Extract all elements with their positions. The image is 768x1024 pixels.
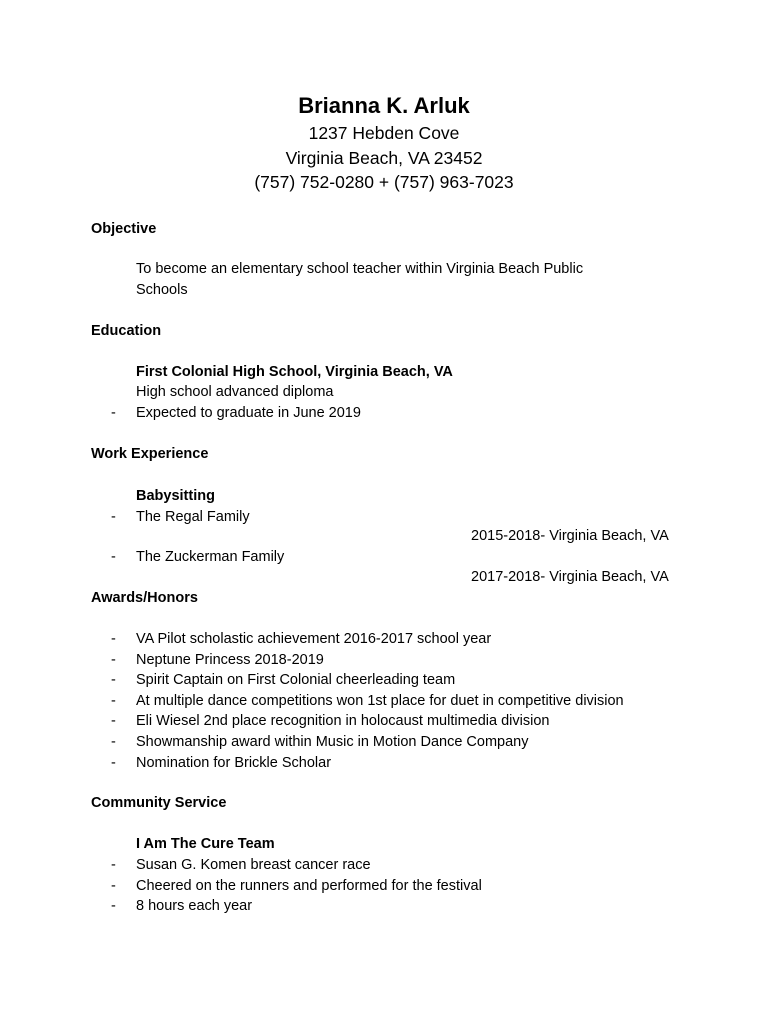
job-detail: 2017-2018- Virginia Beach, VA bbox=[471, 569, 669, 585]
work-heading: Work Experience bbox=[91, 446, 209, 462]
bullet-dash: - bbox=[111, 693, 116, 709]
bullet-dash: - bbox=[111, 652, 116, 668]
community-heading: Community Service bbox=[91, 795, 227, 811]
community-team: I Am The Cure Team bbox=[136, 836, 275, 852]
bullet-dash: - bbox=[111, 509, 116, 525]
job-family: The Zuckerman Family bbox=[136, 549, 285, 565]
bullet-dash: - bbox=[111, 631, 116, 647]
community-item: 8 hours each year bbox=[136, 898, 253, 914]
award-item: VA Pilot scholastic achievement 2016-2017 school year bbox=[136, 631, 492, 647]
bullet-dash: - bbox=[111, 549, 116, 565]
address-street: 1237 Hebden Cove bbox=[308, 123, 460, 143]
candidate-name: Brianna K. Arluk bbox=[298, 93, 470, 118]
award-item: Neptune Princess 2018-2019 bbox=[136, 652, 324, 668]
objective-heading: Objective bbox=[91, 221, 157, 237]
school-name: First Colonial High School, Virginia Beach, VA bbox=[136, 364, 453, 380]
bullet-dash: - bbox=[111, 713, 116, 729]
award-item: Nomination for Brickle Scholar bbox=[136, 755, 332, 771]
award-item: Eli Wiesel 2nd place recognition in holocaust multimedia division bbox=[136, 713, 550, 729]
bullet-dash: - bbox=[111, 734, 116, 750]
award-item: At multiple dance competitions won 1st place for duet in competitive division bbox=[136, 693, 624, 709]
job-detail: 2015-2018- Virginia Beach, VA bbox=[471, 528, 669, 544]
objective-line: To become an elementary school teacher within Virginia Beach Public bbox=[136, 261, 584, 277]
award-item: Showmanship award within Music in Motion Dance Company bbox=[136, 734, 529, 750]
community-item: Cheered on the runners and performed for the festival bbox=[136, 878, 482, 894]
degree: High school advanced diploma bbox=[136, 384, 334, 400]
bullet-dash: - bbox=[111, 878, 116, 894]
bullet-dash: - bbox=[111, 672, 116, 688]
phone-numbers: (757) 752-0280 + (757) 963-7023 bbox=[254, 172, 514, 192]
job-family: The Regal Family bbox=[136, 509, 250, 525]
objective-line: Schools bbox=[136, 282, 188, 298]
work-role: Babysitting bbox=[136, 488, 215, 504]
bullet-dash: - bbox=[111, 857, 116, 873]
bullet-dash: - bbox=[111, 898, 116, 914]
bullet-dash: - bbox=[111, 405, 116, 421]
award-item: Spirit Captain on First Colonial cheerleading team bbox=[136, 672, 456, 688]
address-city: Virginia Beach, VA 23452 bbox=[285, 148, 483, 168]
education-heading: Education bbox=[91, 323, 162, 339]
community-item: Susan G. Komen breast cancer race bbox=[136, 857, 371, 873]
awards-heading: Awards/Honors bbox=[91, 590, 198, 606]
bullet-dash: - bbox=[111, 755, 116, 771]
education-bullet: Expected to graduate in June 2019 bbox=[136, 405, 361, 421]
